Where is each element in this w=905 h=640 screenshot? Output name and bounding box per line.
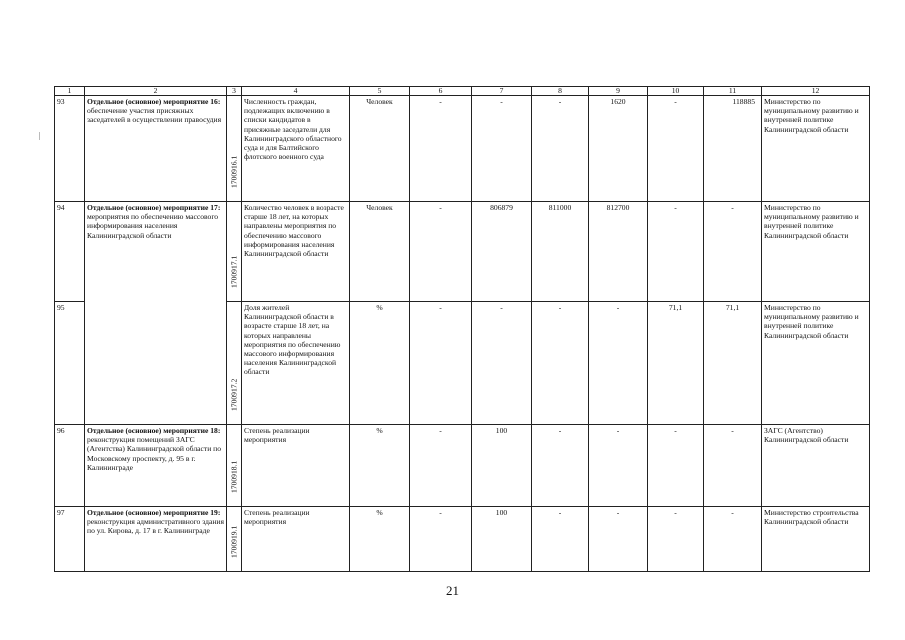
row-number: 95 <box>55 302 85 425</box>
unit-cell: Человек <box>350 96 410 202</box>
indicator-code: 1700916.1 <box>229 155 239 188</box>
activity-cell <box>85 202 227 425</box>
activity-cell <box>85 425 227 507</box>
indicators-table <box>54 86 870 572</box>
activity-text: реконструкция помещений ЗАГС (Агентства) Калининградской области по Московскому проспекту, д. 95 в г. Калининграде <box>87 435 222 472</box>
value-cell: - <box>532 302 589 425</box>
code-cell <box>227 425 242 507</box>
value-cell: - <box>589 425 648 507</box>
value-cell: 812700 <box>589 202 648 302</box>
value-cell: 1620 <box>589 96 648 202</box>
header-cell: 5 <box>350 87 410 96</box>
indicator-code: 1700917.1 <box>229 255 239 288</box>
value-cell: - <box>410 425 472 507</box>
activity-cell <box>85 96 227 202</box>
value-cell: - <box>410 507 472 572</box>
header-cell: 11 <box>704 87 762 96</box>
value-cell: - <box>532 96 589 202</box>
header-cell: 2 <box>85 87 227 96</box>
header-cell: 3 <box>227 87 242 96</box>
value-cell: - <box>472 302 532 425</box>
code-cell <box>227 202 242 302</box>
value-cell: 806879 <box>472 202 532 302</box>
value-cell: - <box>589 302 648 425</box>
header-cell: 10 <box>648 87 704 96</box>
value-cell: - <box>410 202 472 302</box>
value-cell: - <box>704 507 762 572</box>
indicator-name: Степень реализации мероприятия <box>242 425 350 507</box>
code-cell <box>227 96 242 202</box>
activity-title: Отдельное (основное) мероприятие 18: <box>87 426 221 435</box>
value-cell: - <box>704 202 762 302</box>
code-cell <box>227 507 242 572</box>
header-row <box>55 87 870 96</box>
header-cell: 9 <box>589 87 648 96</box>
value-cell: - <box>648 425 704 507</box>
indicator-name: Количество человек в возрасте старше 18 лет, на которых направлены мероприятия по обеспечению массового информирования населения Калининградской области <box>242 202 350 302</box>
value-cell: 118885 <box>704 96 762 202</box>
header-cell: 8 <box>532 87 589 96</box>
activity-text: реконструкция административного здания по ул. Кирова, д. 17 в г. Калининграде <box>87 517 224 536</box>
row-number: 93 <box>55 96 85 202</box>
value-cell: 71,1 <box>704 302 762 425</box>
value-cell: - <box>648 202 704 302</box>
header-cell: 12 <box>762 87 870 96</box>
responsible-cell: Министерство по муниципальному развитию и внутренней политике Калининградской области <box>762 96 870 202</box>
unit-cell: Человек <box>350 202 410 302</box>
value-cell: - <box>704 425 762 507</box>
value-cell: - <box>410 96 472 202</box>
unit-cell: % <box>350 302 410 425</box>
header-cell: 4 <box>242 87 350 96</box>
unit-cell: % <box>350 425 410 507</box>
value-cell: 100 <box>472 425 532 507</box>
responsible-cell: Министерство по муниципальному развитию и внутренней политике Калининградской области <box>762 302 870 425</box>
value-cell: - <box>532 425 589 507</box>
indicator-code: 1700918.1 <box>229 460 239 493</box>
activity-title: Отдельное (основное) мероприятие 17: <box>87 203 221 212</box>
value-cell: - <box>589 507 648 572</box>
activity-cell <box>85 507 227 572</box>
row-number: 97 <box>55 507 85 572</box>
value-cell: - <box>648 96 704 202</box>
page-number: 21 <box>446 583 459 598</box>
table-row <box>55 425 870 507</box>
value-cell: - <box>648 507 704 572</box>
activity-text: мероприятия по обеспечению массового информирования населения Калининградской области <box>87 212 219 240</box>
value-cell: 71,1 <box>648 302 704 425</box>
activity-title: Отдельное (основное) мероприятие 16: <box>87 97 221 106</box>
value-cell: 100 <box>472 507 532 572</box>
row-number: 96 <box>55 425 85 507</box>
responsible-cell: Министерство по муниципальному развитию и внутренней политике Калининградской области <box>762 202 870 302</box>
indicator-name: Численность граждан, подлежащих включению в списки кандидатов в присяжные заседатели для Калининградского областного суда и для Балтийского флотского военного суда <box>242 96 350 202</box>
indicator-name: Доля жителей Калининградской области в возрасте старше 18 лет, на которых направлены мероприятия по обеспечению массового информирования населения Калининградской области <box>242 302 350 425</box>
activity-title: Отдельное (основное) мероприятие 19: <box>87 508 221 517</box>
header-cell: 1 <box>55 87 85 96</box>
value-cell: - <box>532 507 589 572</box>
margin-mark <box>39 132 40 140</box>
table-row <box>55 202 870 302</box>
code-cell <box>227 302 242 425</box>
indicator-code: 1700919.1 <box>229 525 239 558</box>
value-cell: - <box>472 96 532 202</box>
indicator-code: 1700917.2 <box>229 378 239 411</box>
value-cell: - <box>410 302 472 425</box>
value-cell: 811000 <box>532 202 589 302</box>
responsible-cell: ЗАГС (Агентство) Калининградской области <box>762 425 870 507</box>
row-number: 94 <box>55 202 85 302</box>
responsible-cell: Министерство строительства Калининградской области <box>762 507 870 572</box>
table-row <box>55 507 870 572</box>
header-cell: 7 <box>472 87 532 96</box>
table-row <box>55 96 870 202</box>
indicator-name: Степень реализации мероприятия <box>242 507 350 572</box>
header-cell: 6 <box>410 87 472 96</box>
unit-cell: % <box>350 507 410 572</box>
activity-text: обеспечение участия присяжных заседателей в осуществлении правосудия <box>87 106 222 125</box>
